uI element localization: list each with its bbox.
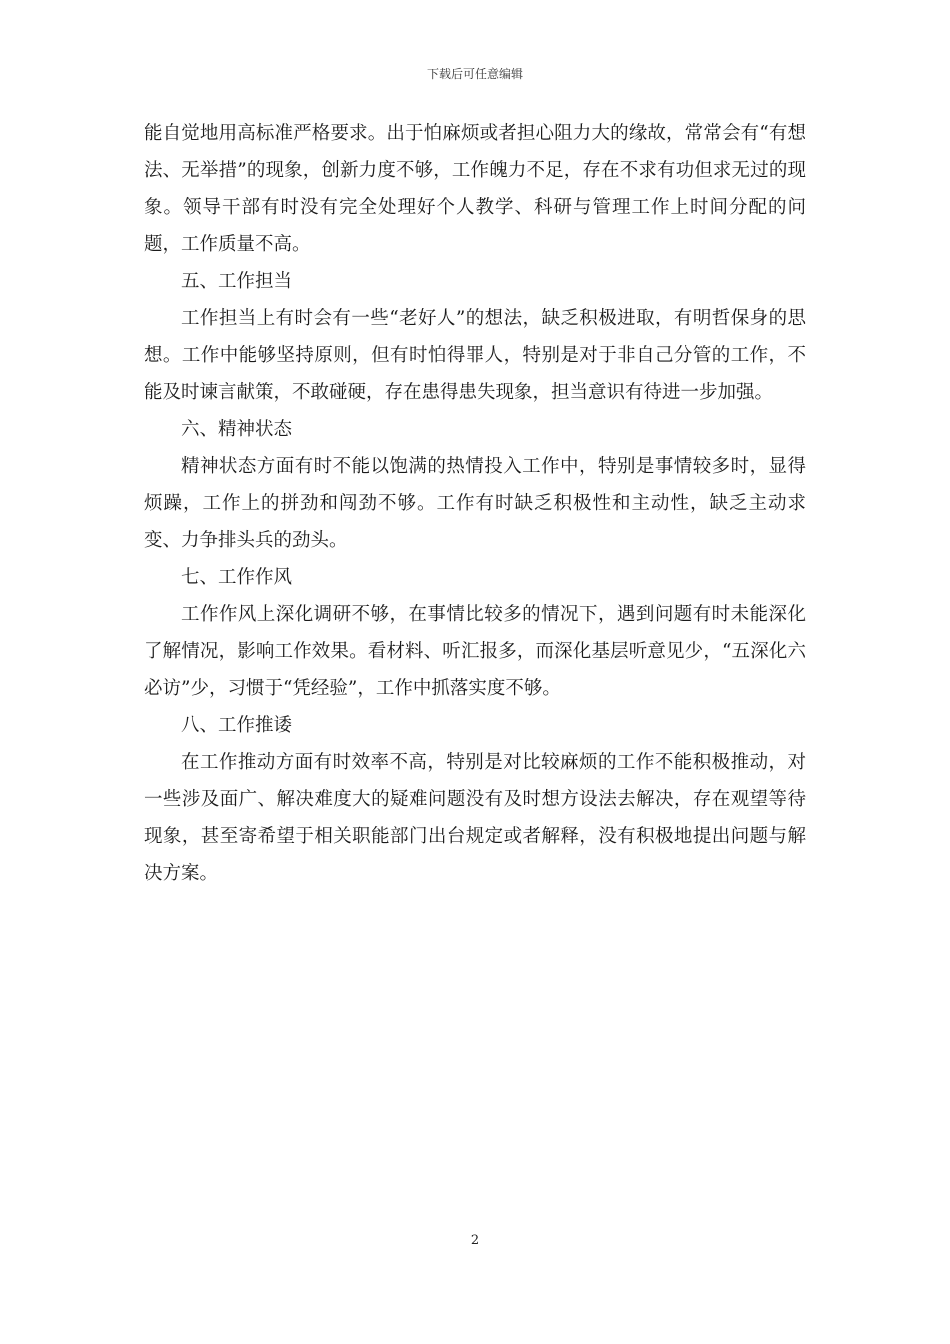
- page-header: 下载后可任意编辑: [426, 67, 523, 81]
- body-paragraph: 精神状态方面有时不能以饱满的热情投入工作中，特别是事情较多时，显得烦躁，工作上的拼劲和闯劲不够。工作有时缺乏积极性和主动性，缺乏主动求变、力争排头兵的劲头。: [144, 456, 806, 551]
- page-number: 2: [470, 1233, 480, 1248]
- body-paragraph: 在工作推动方面有时效率不高，特别是对比较麻烦的工作不能积极推动，对一些涉及面广、解决难度大的疑难问题没有及时想方设法去解决，存在观望等待现象，甚至寄希望于相关职能部门出台规定或者解释，没有积极地提出问题与解决方案。: [144, 752, 806, 884]
- section-heading: 六、精神状态: [181, 419, 293, 440]
- document-body: [144, 115, 806, 892]
- section-heading: 五、工作担当: [181, 271, 293, 292]
- section-heading: 八、工作推诿: [181, 715, 293, 736]
- body-paragraph: 工作担当上有时会有一些“老好人”的想法，缺乏积极进取，有明哲保身的思想。工作中能够坚持原则，但有时怕得罪人，特别是对于非自己分管的工作，不能及时谏言献策，不敢碰硬，存在患得患失现象，担当意识有待进一步加强。: [144, 308, 806, 403]
- section-heading: 七、工作作风: [181, 567, 293, 588]
- body-paragraph: 能自觉地用高标准严格要求。出于怕麻烦或者担心阻力大的缘故，常常会有“有想法、无举措”的现象，创新力度不够，工作魄力不足，存在不求有功但求无过的现象。领导干部有时没有完全处理好个人教学、科研与管理工作上时间分配的问题，工作质量不高。: [144, 123, 806, 255]
- body-paragraph: 工作作风上深化调研不够，在事情比较多的情况下，遇到问题有时未能深化了解情况，影响工作效果。看材料、听汇报多，而深化基层听意见少，“五深化六必访”少，习惯于“凭经验”，工作中抓落实度不够。: [144, 604, 806, 699]
